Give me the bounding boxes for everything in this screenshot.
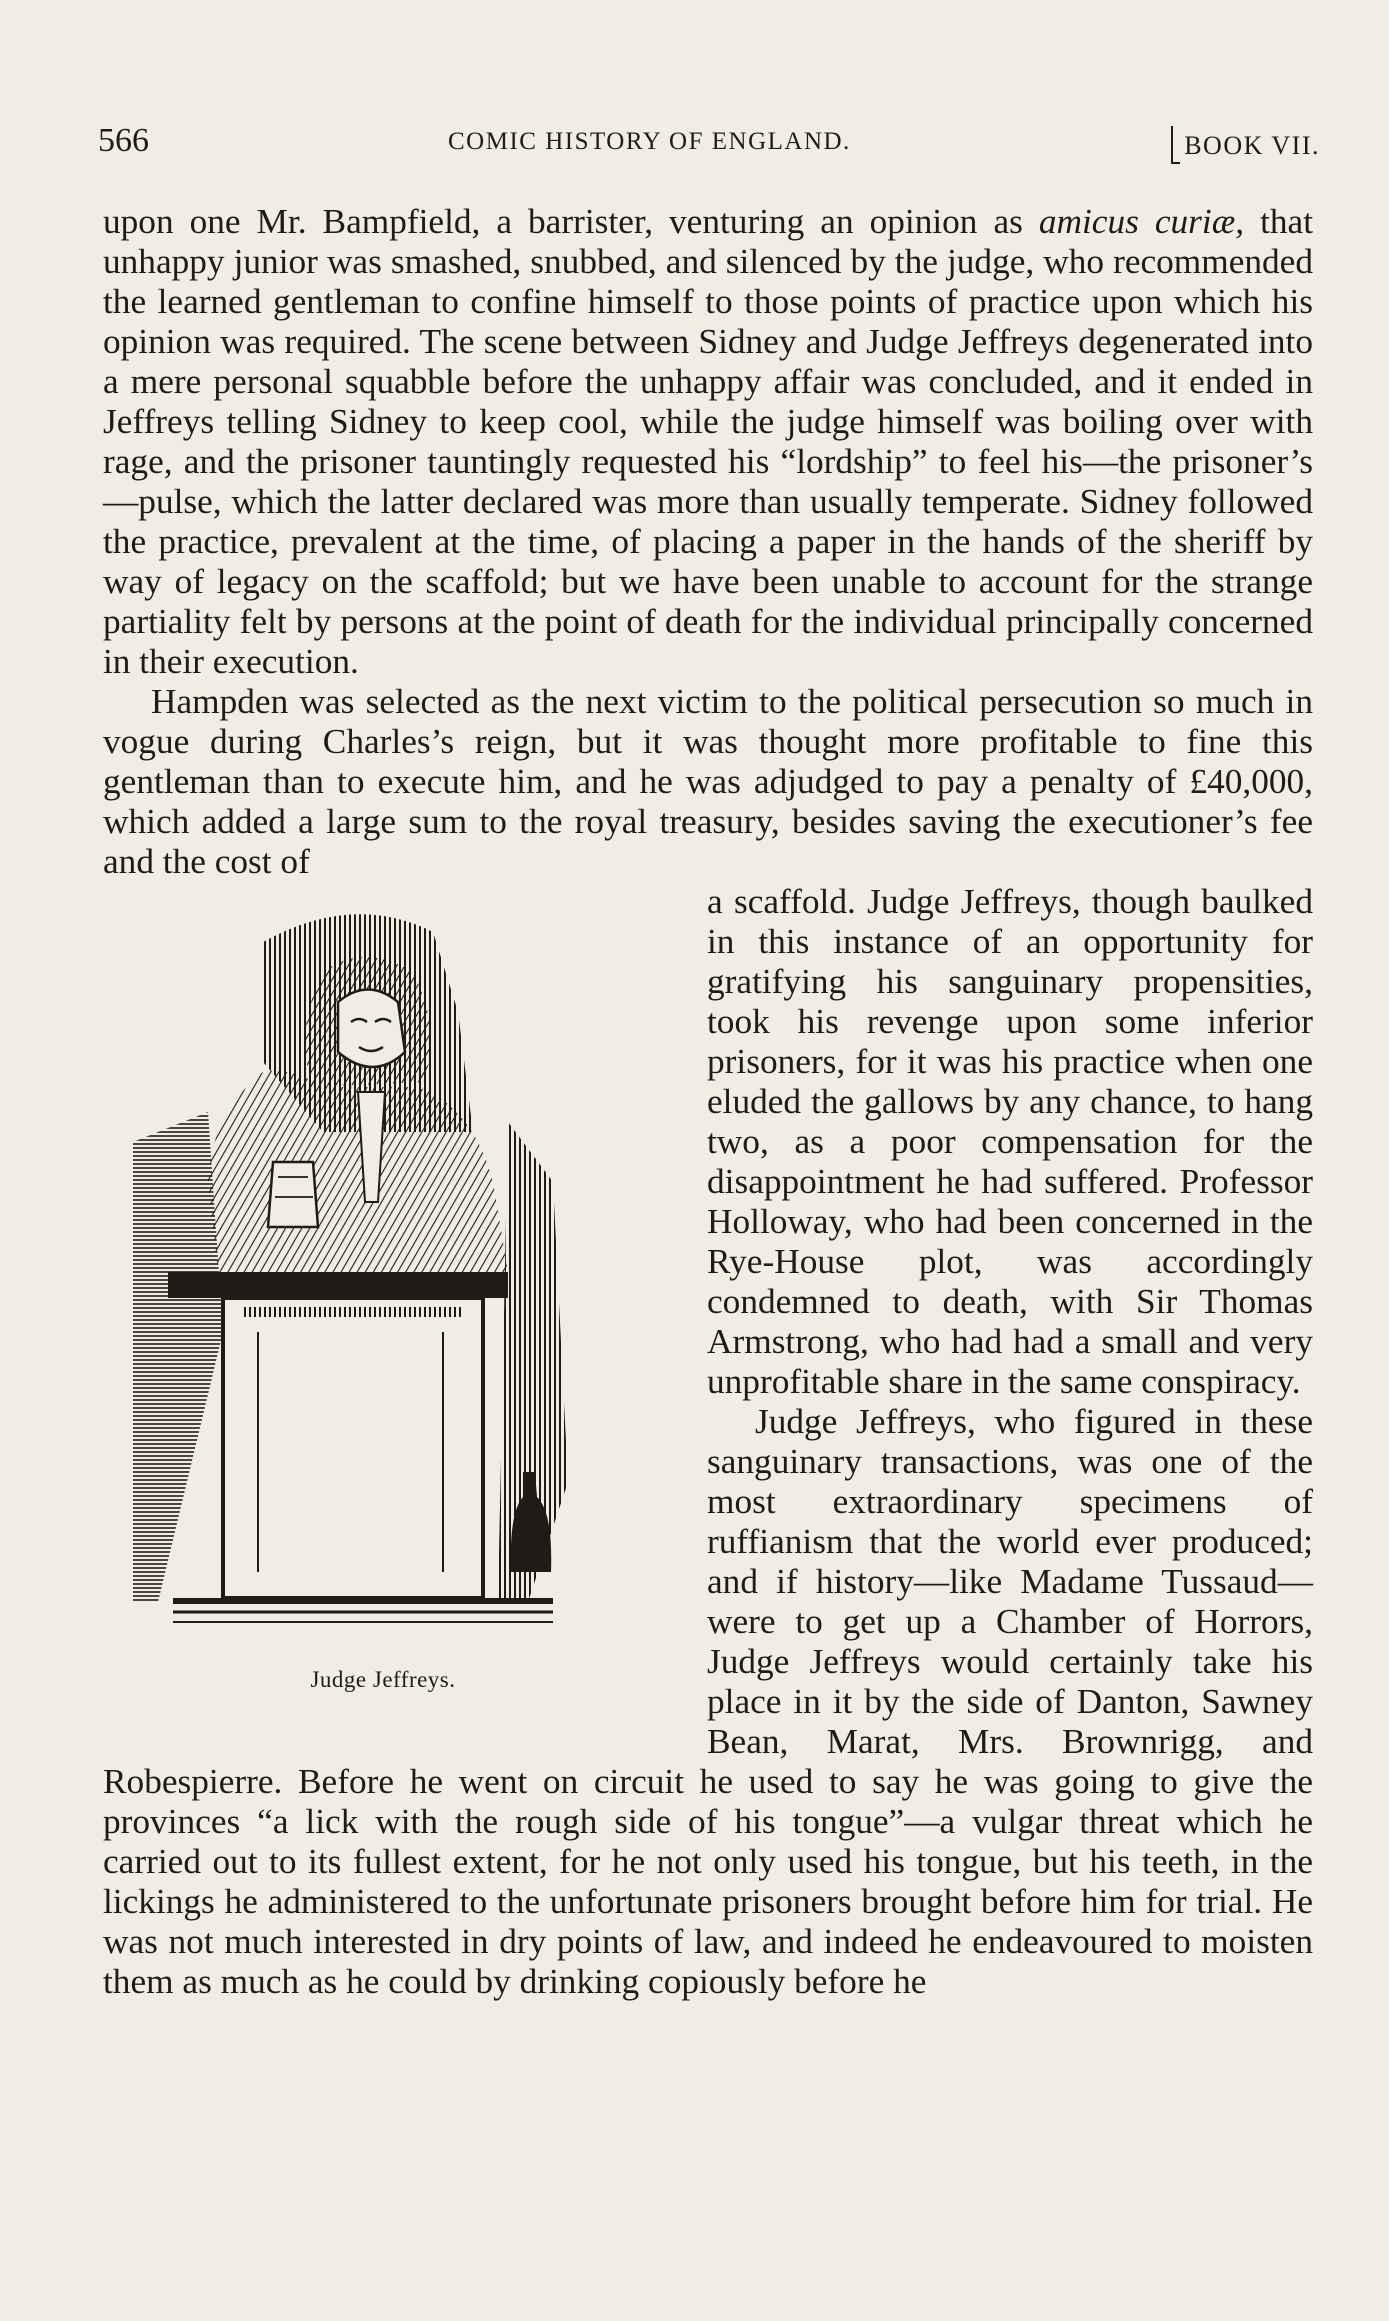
paragraph-1 [103,202,1313,682]
running-header [98,122,1320,162]
book-label-text: BOOK VII. [1184,131,1320,160]
paragraph-1-pre: upon one Mr. Bampfield, a barrister, venturing an opinion as [103,202,1039,241]
figure-caption: Judge Jeffreys. [310,1667,456,1692]
latin-term: amicus curiæ, [1038,202,1245,241]
page-number: 566 [98,122,149,159]
paragraph-1-post: that unhappy junior was smashed, snubbed, and silenced by the judge, who recommended the learned gentleman to confine himself to those points of practice upon which his opinion was required. The scene between Sidney and Judge Jeffreys degenerated into a mere personal squabble before the unhappy affair was concluded, and it ended in Jeffreys telling Sidney to keep cool, while the judge himself was boiling over with rage, and the prisoner tauntingly requested his “lordship” to feel his—the prisoner’s—pulse, which the latter declared was more than usually temperate. Sidney followed the practice, prevalent at the time, of placing a paper in the hands of the sheriff by way of legacy on the scaffold; but we have been unable to account for the strange partiality felt by persons at the point of death for the individual principally concerned in their execution. [103,202,1313,681]
judge-jeffreys-engraving-icon [113,882,673,1652]
book-label [1171,126,1320,164]
body-text [103,202,1313,2002]
paragraph-2b: a scaffold. Judge Jeffreys, though baulked in this instance of an opportunity for gratifying his sanguinary propensities, took his revenge upon some inferior prisoners, for it was his practice when one eluded the gallows by any chance, to hang two, as a poor compensation for the disappointment he had suffered. Professor Holloway, who had been concerned in the Rye-House plot, was accordingly condemned to death, with Sir Thomas Armstrong, who had had a small and very unprofitable share in the same conspiracy. [707,882,1313,1401]
figure-judge-jeffreys [103,882,683,1742]
running-title: COMIC HISTORY OF ENGLAND. [448,128,851,155]
paragraph-3: Judge Jeffreys, who figured in these sanguinary transactions, was one of the most extraordinary specimens of ruffianism that the world ever produced; and if history—like Madame Tussaud—were to get up a Chamber of Horrors, Judge Jeffreys would certainly take his place in it by the side of Danton, Sawney Bean, Marat, Mrs. Brownrigg, and Robespierre. Before he went on circuit he used to say he was going to give the provinces “a lick with the rough side of his tongue”—a vulgar threat which he carried out to its fullest extent, for he not only used his tongue, but his teeth, in the lickings he administered to the unfortunate prisoners brought before him for trial. He was not much interested in dry points of law, and indeed he endeavoured to moisten them as much as he could by drinking copiously before he [103,1402,1313,2001]
paragraph-2a: Hampden was selected as the next victim to the political persecution so much in vogue during Charles’s reign, but it was thought more profitable to fine this gentleman than to execute him, and he was adjudged to pay a penalty of £40,000, which added a large sum to the royal treasury, besides saving the executioner’s fee and the cost of [103,682,1313,881]
bracket-mark [1171,126,1180,164]
